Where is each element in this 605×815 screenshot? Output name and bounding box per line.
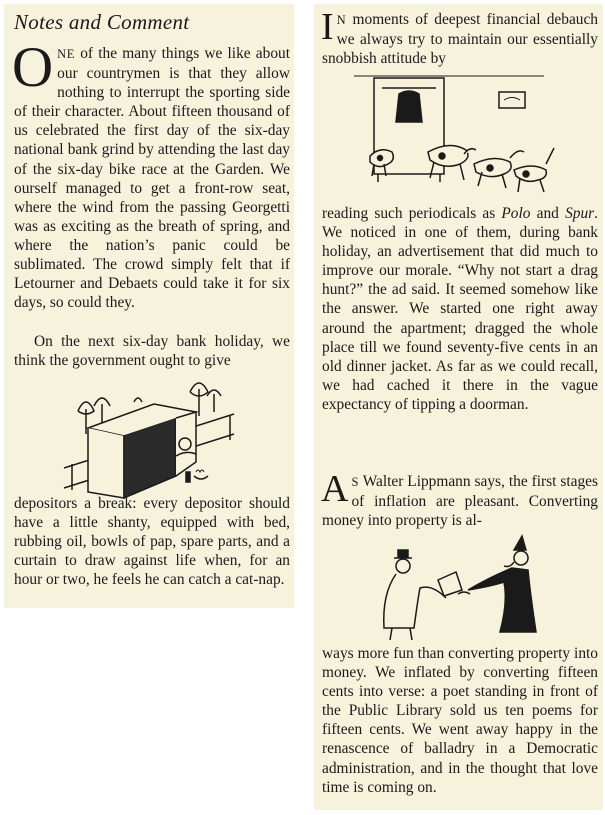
drop-cap: O (12, 36, 54, 99)
small-caps: S (351, 475, 360, 489)
poem-exchange-illustration (314, 532, 603, 642)
left-paragraph-3 (14, 494, 290, 589)
right-paragraph-2 (322, 204, 598, 414)
right-paragraph-3 (321, 468, 598, 530)
right-paragraph-2-text-a: reading such periodicals as (322, 205, 502, 222)
drag-hunt-illustration (314, 72, 603, 202)
shanty-illustration (4, 364, 294, 504)
small-caps: NE (57, 47, 76, 61)
left-column (4, 4, 294, 608)
right-paragraph-2-text-b: . We noticed in one of them, during bank holiday, an advertisement that did much to improve our morale. “Why not start a drag hunt?” the ad said. It seemed somehow like the answer. We started one right away around the apartment; dragged the whole place till we found seventy-five cents in an old dinner jacket. As far as we could recall, we had cached it there in the vague expectancy of tipping a doorman. (322, 205, 598, 413)
left-paragraph-1-text: of the many things we like about our countrymen is that they allow nothing to interrupt the sporting side of their character. About fifteen thousand of us celebrated the first day of the six-day national bank grind by attending the last day of the six-day bike race at the Garden. We ourself managed to get a front-row seat, where the wind from the passing Georgetti was as exciting as the breath of spring, and where the nation’s panic could be sublimated. The crowd simply felt that if Letourner and Debaets could take it for six days, so could they. (14, 45, 290, 312)
periodical-spur: Spur (565, 205, 595, 222)
left-paragraph-3-text: depositors a break: every depositor should have a little shanty, equipped with bed, rubbing oil, bowls of pap, spare parts, and a curtain to draw against life when, for an hour or two, he feels he can catch a cat-nap. (14, 495, 290, 589)
right-column (314, 4, 603, 810)
periodical-polo: Polo (501, 205, 531, 222)
right-paragraph-3-text: Walter Lippmann says, the first stages of inflation are pleasant. Converting money into property is al- (322, 473, 598, 530)
right-paragraph-4 (322, 644, 598, 797)
left-paragraph-1 (12, 36, 290, 312)
right-paragraph-1 (321, 6, 598, 68)
left-paragraph-2-text: On the next six-day bank holiday, we think the government ought to give (14, 333, 290, 370)
drop-cap: I (321, 6, 334, 48)
section-heading: Notes and Comment (14, 10, 190, 34)
right-paragraph-4-text: ways more fun than converting property into money. We inflated by converting fifteen cents into verse: a poet standing in front of the Public Library sold us ten poems for fifteen cents. We went away happy in the renascence of balladry in a Democratic administration, and in the thought that love time is coming on. (322, 645, 598, 796)
small-caps: N (336, 13, 347, 27)
right-paragraph-1-text: moments of deepest financial debauch we always try to maintain our essentially snobbish attitude by (322, 11, 598, 68)
right-paragraph-2-and: and (530, 205, 566, 222)
drop-cap: A (321, 468, 349, 510)
